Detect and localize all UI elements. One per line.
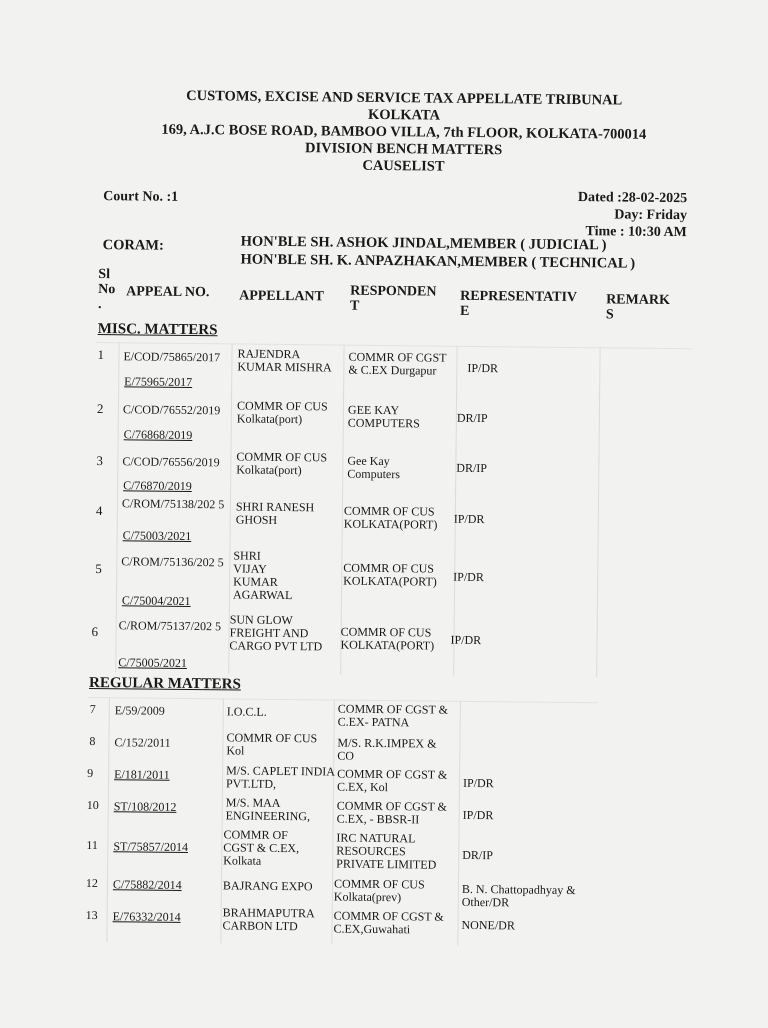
appellant: COMMR OF CUS Kolkata(port) (236, 398, 328, 427)
time: Time : 10:30 AM (585, 224, 687, 241)
date: Dated :28-02-2025 (577, 190, 688, 207)
appellant: COMMR OF CUS Kolkata(port) (236, 449, 328, 478)
appeal-no: E/COD/75865/2017 (123, 349, 221, 365)
respondent: COMMR OF CUS KOLKATA(PORT) (343, 560, 437, 589)
representative: IP/DR (453, 569, 484, 585)
row-sno: 4 (95, 503, 103, 519)
appeal-no: C/COD/76552/2019 (122, 402, 221, 418)
day: Day: Friday (614, 207, 688, 224)
col-sl-no: Sl No . (97, 267, 116, 313)
document-title: CAUSELIST (362, 157, 445, 175)
row-sno: 9 (87, 765, 94, 781)
appeal-no: E/76332/2014 (112, 909, 181, 924)
appeal-no: C/COD/76556/2019 (122, 454, 220, 470)
respondent: COMMR OF CUS KOLKATA(PORT) (343, 503, 438, 532)
grid-line (97, 342, 692, 349)
representative: IP/DR (467, 360, 499, 376)
respondent: M/S. R.K.IMPEX & CO (337, 735, 437, 763)
bench-title: DIVISION BENCH MATTERS (305, 140, 503, 159)
appeal-no: E/181/2011 (114, 767, 170, 782)
coram-member-technical: HON'BLE SH. K. ANPAZHAKAN,MEMBER ( TECHNICAL ) (240, 251, 636, 272)
row-sno: 7 (89, 701, 96, 717)
col-appeal-no: APPEAL NO. (126, 284, 210, 301)
appeal-no: E/59/2009 (114, 703, 165, 718)
coram-member-judicial: HON'BLE SH. ASHOK JINDAL,MEMBER ( JUDICIAL ) (240, 233, 607, 254)
regular-matters-heading: REGULAR MATTERS (88, 674, 241, 693)
representative: DR/IP (456, 410, 488, 426)
representative: IP/DR (462, 775, 494, 791)
appeal-no: C/75882/2014 (112, 877, 182, 892)
row-sno: 2 (96, 401, 104, 417)
representative: NONE/DR (461, 917, 515, 933)
appeal-no: ST/108/2012 (113, 799, 177, 814)
appellant: SUN GLOW FREIGHT AND CARGO PVT LTD (229, 612, 323, 654)
col-respondent: RESPONDEN T (349, 283, 437, 314)
representative: DR/IP (456, 460, 488, 476)
linked-appeal: C/76870/2019 (123, 478, 192, 494)
city-title: KOLKATA (367, 106, 441, 124)
appellant: M/S. CAPLET INDIA PVT.LTD, (225, 763, 335, 791)
respondent: COMMR OF CUS KOLKATA(PORT) (340, 624, 435, 653)
appeal-no: C/ROM/75138/202 5 (121, 496, 225, 512)
respondent: COMMR OF CGST & C.EX,Guwahati (333, 908, 444, 937)
respondent: COMMR OF CUS Kolkata(prev) (333, 876, 425, 905)
col-appellant: APPELLANT (239, 288, 324, 305)
address: 169, A.J.C BOSE ROAD, BAMBOO VILLA, 7th FLOOR, KOLKATA-700014 (161, 121, 647, 143)
linked-appeal: C/75005/2021 (118, 655, 188, 670)
row-sno: 11 (86, 837, 99, 853)
row-sno: 8 (89, 733, 96, 749)
representative: IP/DR (450, 632, 482, 648)
appellant: BAJRANG EXPO (222, 878, 313, 894)
respondent: COMMR OF CGST & C.EX, - BBSR-II (336, 798, 448, 827)
respondent: IRC NATURAL RESOURCES PRIVATE LIMITED (336, 830, 437, 872)
row-sno: 1 (97, 347, 105, 363)
linked-appeal: C/76868/2019 (123, 427, 193, 443)
coram-label: CORAM: (102, 237, 164, 254)
court-number: Court No. :1 (103, 189, 179, 205)
representative: DR/IP (462, 847, 494, 863)
row-sno: 12 (85, 875, 99, 891)
respondent: GEE KAY COMPUTERS (347, 402, 420, 431)
appellant: RAJENDRA KUMAR MISHRA (237, 346, 332, 375)
row-sno: 3 (96, 453, 103, 469)
row-sno: 5 (95, 561, 102, 577)
appeal-no: C/ROM/75136/202 5 (121, 554, 224, 570)
appellant: SHRI RANESH GHOSH (235, 499, 315, 527)
respondent: Gee Kay Computers (347, 453, 401, 482)
respondent: COMMR OF CGST & C.EX, Kol (336, 766, 448, 795)
appellant: M/S. MAA ENGINEERING, (225, 795, 311, 824)
col-representative: REPRESENTATIV E (459, 288, 578, 319)
respondent: COMMR OF CGST & C.EX- PATNA (337, 701, 449, 730)
row-sno: 13 (85, 907, 98, 923)
appellant: BRAHMAPUTRA CARBON LTD (222, 905, 315, 934)
representative: B. N. Chattopadhyay & Other/DR (461, 881, 576, 910)
linked-appeal: C/75004/2021 (121, 593, 191, 609)
respondent: COMMR OF CGST & C.EX Durgapur (348, 349, 447, 378)
linked-appeal: E/75965/2017 (124, 374, 193, 390)
representative: IP/DR (462, 807, 494, 823)
grid-line (106, 697, 110, 942)
representative: IP/DR (453, 511, 485, 527)
appellant: SHRI VIJAY KUMAR AGARWAL (232, 548, 293, 603)
tribunal-title: CUSTOMS, EXCISE AND SERVICE TAX APPELLATE TRIBUNAL (186, 87, 623, 109)
appellant: COMMR OF CUS Kol (226, 730, 318, 758)
grid-line (596, 347, 600, 677)
misc-matters-heading: MISC. MATTERS (97, 321, 218, 339)
row-sno: 10 (86, 797, 99, 813)
appeal-no: ST/75857/2014 (113, 839, 189, 855)
col-remarks: REMARK S (605, 292, 670, 323)
appeal-no: C/ROM/75137/202 5 (118, 618, 222, 634)
appellant: I.O.C.L. (226, 704, 267, 719)
appellant: COMMR OF CGST & C.EX, Kolkata (223, 827, 300, 868)
appeal-no: C/152/2011 (114, 735, 171, 750)
row-sno: 6 (91, 623, 99, 640)
linked-appeal: C/75003/2021 (122, 528, 192, 544)
